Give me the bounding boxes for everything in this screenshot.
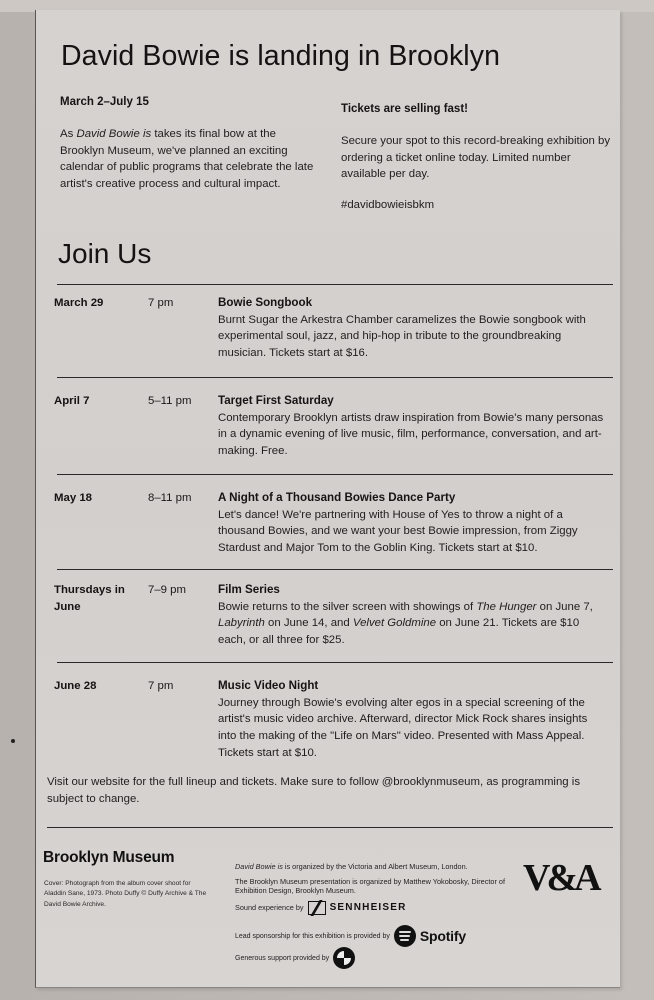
cover-credit: Cover: Photograph from the album cover shoot for Aladdin Sane, 1973. Photo Duffy © Duffy Archive & The David Bowie Archive. [44, 880, 207, 908]
event-title: Bowie Songbook [218, 296, 313, 309]
intro-text: As David Bowie is takes its final bow at the Brooklyn Museum, we've planned an exciting calendar of public programs that celebrate the late artist's creative process and cultural impact. [60, 128, 314, 190]
event-title: Target First Saturday [218, 394, 334, 407]
event-time: 8–11 pm [148, 492, 192, 504]
event-title: A Night of a Thousand Bowies Dance Party [218, 491, 456, 504]
event-time: 5–11 pm [148, 395, 192, 407]
event-time: 7 pm [148, 297, 174, 309]
divider [57, 377, 613, 378]
divider [57, 474, 613, 475]
program-card [35, 10, 620, 988]
tickets-heading: Tickets are selling fast! [341, 103, 468, 115]
spotify-logo-icon [394, 925, 416, 947]
bmw-logo-icon [333, 947, 355, 969]
brooklyn-museum-logo: Brooklyn Museum [43, 849, 175, 866]
presentation-credit: The Brooklyn Museum presentation is organized by Matthew Yokobosky, Director of Exhibition Design, Brooklyn Museum. [235, 876, 505, 896]
event-date: April 7 [54, 395, 90, 407]
event-title: Film Series [218, 583, 280, 596]
hashtag: #davidbowieisbkm [341, 198, 435, 211]
event-date: May 18 [54, 492, 92, 504]
divider [57, 284, 613, 285]
divider [47, 827, 613, 828]
sound-label: Sound experience by [235, 903, 304, 913]
tickets-text: Secure your spot to this record-breaking exhibition by ordering a ticket online today. Limited number available per day. [341, 135, 611, 180]
sennheiser-logo-icon [308, 901, 326, 915]
divider [57, 662, 613, 663]
support-sponsor [235, 947, 355, 969]
page-title: David Bowie is landing in Brooklyn [61, 40, 501, 72]
footer-note: Visit our website for the full lineup and tickets. Make sure to follow @brooklynmuseum, as programming is subject to change. [47, 776, 581, 805]
event-title: Music Video Night [218, 679, 319, 692]
event-description: Contemporary Brooklyn artists draw inspiration from Bowie's many personas in a dynamic evening of live music, film, performance, conversation, and art-making. Free. [218, 411, 604, 457]
event-description: Bowie returns to the silver screen with showings of The Hunger on June 7, Labyrinth on June 14, and Velvet Goldmine on June 21. Tickets are $10 each, or all three for $25. [218, 600, 593, 646]
spotify-wordmark: Spotify [419, 928, 466, 944]
event-date: June 28 [54, 680, 97, 692]
va-logo: V&A [523, 857, 598, 899]
event-time: 7 pm [148, 680, 174, 692]
join-us-heading: Join Us [58, 238, 152, 269]
event-description: Burnt Sugar the Arkestra Chamber caramelizes the Bowie songbook with experimental soul, jazz, and hip-hop in tribute to the groundbreaking musician. Tickets start at $16. [218, 313, 586, 359]
event-date: Thursdays in June [54, 584, 125, 613]
event-date: March 29 [54, 297, 104, 309]
organizer-line: David Bowie is is organized by the Victoria and Albert Museum, London. [235, 862, 468, 871]
event-description: Let's dance! We're partnering with House of Yes to throw a night of a thousand Bowies, and we want your best Bowie impression, from Ziggy Stardust and Major Tom to the Goblin King. Tickets start at $10. [218, 508, 578, 554]
sennheiser-wordmark: SENNHEISER [329, 902, 407, 914]
lead-sponsor [235, 925, 466, 947]
sound-sponsor [235, 901, 525, 915]
tickets-block [341, 103, 611, 211]
divider [57, 569, 613, 570]
exhibition-dates: March 2–July 15 [60, 96, 149, 108]
exhibition-intro [60, 96, 320, 192]
support-label: Generous support provided by [235, 954, 330, 962]
organizer-credits [235, 862, 525, 915]
event-time: 7–9 pm [148, 584, 186, 596]
lead-sponsor-label: Lead sponsorship for this exhibition is provided by [235, 932, 390, 940]
event-description: Journey through Bowie's evolving alter egos in a special screening of the artist's music video archive. Afterward, director Mick Rock shares insights into the making of the "Life on Mars" video. Presented with Mass Appeal. Tickets start at $10. [218, 696, 588, 759]
wall-mark [11, 739, 15, 743]
